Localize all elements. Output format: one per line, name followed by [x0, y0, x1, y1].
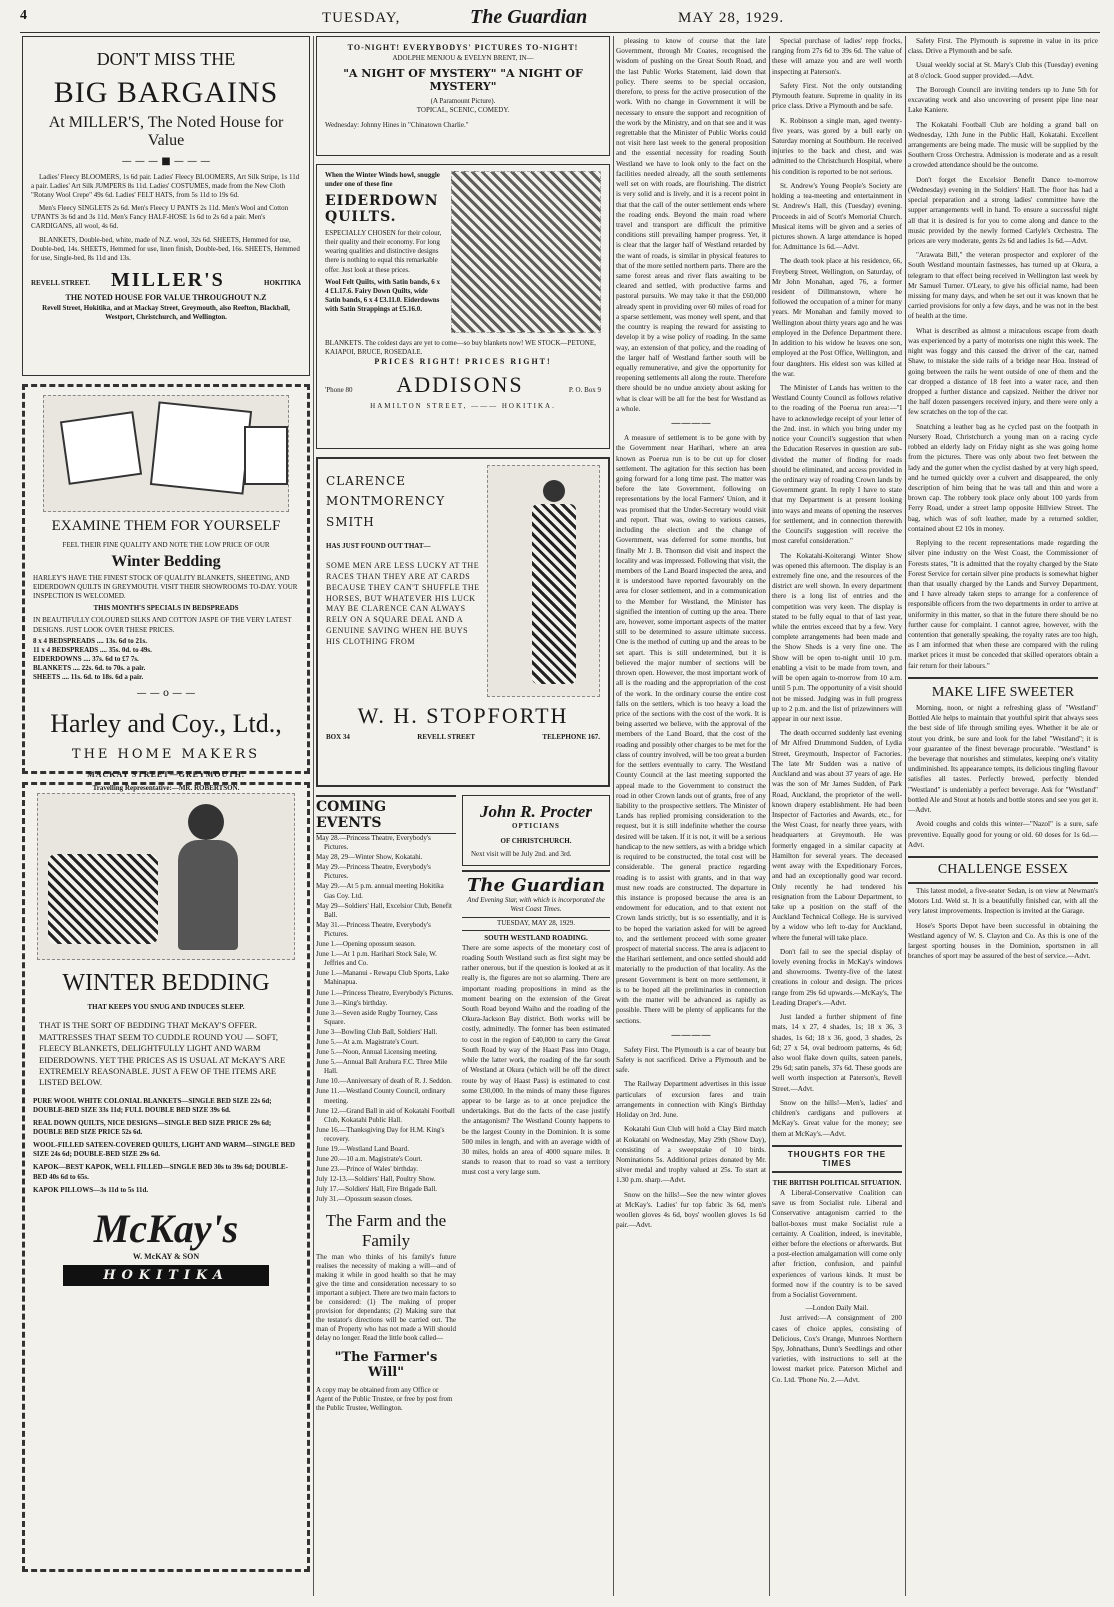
event-item: May 28, 29—Winter Show, Kokatahi. — [316, 853, 423, 862]
mckay-item: KAPOK PILLOWS—3s 11d to 5s 11d. — [33, 1185, 149, 1194]
news-item: Safety First. Not the only outstanding Plymouth feature. Supreme in quality in its price class. Drive a Plymouth and be safe. — [772, 81, 902, 111]
theatre-top: TO-NIGHT! EVERYBODYS' PICTURES TO-NIGHT! — [347, 43, 579, 52]
dancing-man-illustration — [487, 465, 600, 697]
news-item: Just arrived:—A consignment of 200 cases of choice apples, consisting of Delicious, Cox's Orange, Munroes Northern Spy, Johnathans, Dunn's Seedlings and other varieties, with instructions to sell at the lowest market price. Paterson Michel and Co. Ltd. 'Phone No. 2.—Advt. — [772, 1314, 902, 1384]
column-2 — [316, 36, 610, 1601]
price-line: BLANKETS .... 22s. 6d. to 70s. a pair. — [33, 663, 146, 672]
addisons-name: ADDISONS — [396, 371, 524, 397]
mckay-item: PURE WOOL WHITE COLONIAL BLANKETS—SINGLE BED SIZE 22s 6d; DOUBLE-BED SIZE 33s 11d; FULL DOUBLE BED SIZE 39s 6d. — [33, 1096, 272, 1114]
theatre-ad — [316, 36, 610, 156]
harley-slogan: THE HOME MAKERS — [71, 747, 261, 763]
addisons-headline: EIDERDOWN QUILTS. — [325, 193, 439, 226]
millers-men: Men's Fleecy SINGLETS 2s 6d. Men's Fleecy U PANTS 2s 11d. Men's Wool and Cotton U'PANTS 3s 6d and 3s 11d. Men's Fancy HALF-HOSE 1s 6d to 2s 6d a pair. Men's CARDIGANS, all wool, 4s 6d. — [31, 204, 289, 231]
millers-ladies: Ladies' Fleecy BLOOMERS, 1s 6d pair. Ladies' Fleecy BLOOMERS, Art Silk Stripe, 1s 11d a pair. Ladies' Art Silk JUMPERS 8s 11d. Ladies' COSTUMES, made from the New Cloth "Rotany Wool Crepe" 49s 6d. Ladies' FELT HATS, from 5s 11d to 19s 6d. — [31, 173, 300, 200]
stopforth-name2: MONTMORENCY — [326, 494, 446, 509]
poerua-article: A measure of settlement is to be gone with by the Government near Harihari, where an area known as Poerua run is to be cut up for closer settlement. The agitation for this section has been going forward for a long time past. The matter was before the late Government, following on representations by the local Farmers' Union, and it was promised that the Under-Secretary would visit and report. That was, owing to various causes, including the election and the change of Government, was deferred for some months, but finally Mr J. B. Thomson did visit and inspect the locality and was impressed. Following that visit, the members of the Land Board inspected the area, and it is understood have reported favourably on the area for closer settlement, and in a communication to the Member for Westland, the Minister has signified the intention of cutting up the area. There are, however, some important aspects of the matter still to be determined to assure ultimate success. One is the method of cutting up and the areas to be set apart. This is still undetermined, but it is believed the major number of sections will be thrown open. However, the most important work of all is the roading and the appropriation of the cost of the work. In the ordinary course the entire cost falls on the settlers, which is too heavy a load the price of the sections with the cost of the work. It is being asserted we believe, with the approval of the members of the Land Board, that the cost of the roading and possibly other charges to be met for the class of country involved, will be too great a burden for the settlers eventually to carry. The Westland County Council at the last meeting supported the appeal made to the Government to construct the road in other Crown lands out of grants, free of any liability to the prospective settlers. The Minister of Lands has replied promising consideration to the request, but it is still indefinite whether the course desired will be taken. If it is not, it will be a serious handicap to the new settlers, as with a bridge which is required to be constructed, the total cost will be considerable. The general practice regarding roading is to assist with grants, and in that way must new roads are constructed. The departure in this instance is proposed because the area is an endowment for education, and to that extent not Crown lands strictly, but is so essentially, and it is to be hoped the variation asked for will be agreed to, and the settlement proceed with some greater prospect of material success. The area is adjacent to the Harihari settlement, and once settled should add materially to the production of that locality. As the present Government is bent on more settlement, it is to be hoped all the preliminaries in connection with the matter will be advanced as rapidly as possible. There will be plenty of applicants for the sections. — [616, 434, 766, 1025]
event-item: June 11.—Westland County Council, ordinary meeting. — [316, 1087, 446, 1105]
thoughts-heading: THOUGHTS FOR THE TIMES — [772, 1145, 902, 1173]
harley-specials: THIS MONTH'S SPECIALS IN BEDSPREADS — [93, 604, 239, 613]
stopforth-name3: SMITH — [326, 514, 375, 529]
stopforth-text — [326, 465, 481, 697]
news-item: Safety First. The Plymouth is supreme in value in its price class. Drive a Plymouth and be safe. — [908, 37, 1098, 56]
gloves-note: Snow on the hills!—See the new winter gloves at McKay's. Ladies' fur top fabric 3s 6d, men's woollen gloves 4s 6d, boys' woollen gloves 1s 6d pair.—Advt. — [616, 1190, 766, 1230]
mckay-firm: W. McKAY & SON — [132, 1251, 200, 1261]
mckay-ad — [22, 782, 310, 1572]
stopforth-body: SOME MEN ARE LESS LUCKY AT THE RACES THAN THEY ARE AT CARDS BECAUSE THEY CAN'T SHUFFLE THE HORSES, BUT WHATEVER HIS LUCK MAY BE CLARENCE CAN ALWAYS RELY ON A SQUARE DEAL AND A GENUINE SAVING WHEN HE BUYS HIS CLOTHING FROM — [326, 561, 480, 646]
blanket-shape — [150, 401, 252, 494]
ornament-divider: — — o — — — [136, 688, 196, 700]
stopforth-street: REVELL STREET — [417, 733, 476, 741]
sheet-shape — [244, 426, 288, 485]
harley-sub1: FEEL THEIR FINE QUALITY AND NOTE THE LOW PRICE OF OUR — [62, 541, 270, 549]
theatre-stars: ADOLPHE MENJOU & EVELYN BRENT, IN— — [392, 53, 534, 62]
railway-note: The Railway Department advertises in this issue particulars of excursion fares and train arrangements in connection with King's Birthday Holiday on 3rd. June. — [616, 1080, 766, 1120]
event-item: June 12.—Grand Ball in aid of Kokatahi Football Club, Kokatahi Public Hall. — [316, 1106, 455, 1124]
event-item: July 17.—Soldiers' Hall, Fire Brigade Ball. — [316, 1185, 438, 1194]
mckay-headline: WINTER BEDDING — [62, 970, 270, 996]
event-item: May 29.—At 5 p.m. annual meeting Hokitika Gas Coy. Ltd. — [316, 882, 444, 900]
bedding-illustration — [43, 395, 289, 512]
stopforth-firm: W. H. STOPFORTH — [357, 703, 569, 728]
price-line: 11 x 4 BEDSPREADS .... 35s. 0d. to 49s. — [33, 645, 152, 654]
farm-title: The Farm and the Family — [325, 1210, 447, 1250]
sweeter-heading: MAKE LIFE SWEETER — [908, 677, 1098, 701]
essex-heading: CHALLENGE ESSEX — [908, 856, 1098, 884]
theatre-paramount: (A Paramount Picture). — [430, 96, 496, 105]
millers-line3: At MILLER'S, The Noted House for Value — [48, 114, 284, 149]
news-item: "Arawata Bill," the veteran prospector and explorer of the South Westland mountain fastnesses, has turned up at Okura, a telegram to that effect being received in Wellington last week by Mr Samuel Turner. O'Leary, to give his official name, had been missing for many days, and when he set out it was known that he carried provisions for only a few days, and he was not in the best of health at the time. — [908, 251, 1098, 321]
event-item: June 19.—Westland Land Board. — [316, 1145, 409, 1153]
quilt-stack-shape — [48, 854, 158, 944]
guardian-date: TUESDAY, MAY 28, 1929. — [462, 917, 610, 930]
column-1 — [22, 36, 310, 1601]
events-title: COMING EVENTS — [316, 795, 456, 834]
millers-blankets: BLANKETS, Double-bed, white, made of N.Z. wool, 32s 6d. SHEETS, Hemmed for use, Double-bed, 14s. SHEETS, Hemmed for use, linen finish, Double-bed, 16s. SHEETS, Hemmed for use, Single-bed, 8s 11d and 13s. — [31, 235, 300, 262]
news-item: The death took place at his residence, 66, Freyberg Street, Wellington, on Saturday, of Mr John Monahan, aged 76, a former resident of Dillmanstown, where he followed the occupation of a miner for many years. Mr Monahan and family moved to Wellington about thirty years ago and he was employed in the Defence Department there. In addition to his widow he leaves one son, employed at the Post Office, Wellington, and four daughters. His eldest son was killed at the war. — [772, 257, 902, 378]
news-item: Don't forget the Excelsior Benefit Dance to-morrow (Wednesday) evening in the Soldiers' Hall. The floor has had a special preparation and a strong ladies' committee have the supper arrangements well in hand. To ensure a successful night all that it is desired is for you to come along and dance to the music provided by the newly formed Carlyle's Orchestra. The prices are very moderate, gents 2s 6d and ladies 1s 6d.—Advt. — [908, 175, 1098, 245]
event-item: June 5.—Noon, Annual Licensing meeting. — [316, 1048, 438, 1057]
millers-ad — [22, 36, 310, 376]
column-rule — [769, 36, 770, 1596]
news-item: The Kokatahi Football Club are holding a grand ball on Wednesday, 12th June in the Public Hall, Kokatahi. Excellent arrangements are being made. The music will be supplied by the Southern Cross Orchestra. Admission is moderate and as a result a crowded attendance should be the outcome. — [908, 120, 1098, 170]
news-item: The Kokatahi-Koiterangi Winter Show was opened this afternoon. The display is an extremely fine one, and the resources of the district are well shown. In every department there is a long list of entries and the competition was very keen. The display is stated to be fully equal to that of last year, while the entries exceed that by a few. Very complete arrangements had been made and the Show Sheds is a very fine one. The Show will be open to-night until 10 p.m. enabling a visit to be made from town, and will be open again to-morrow from 10 a.m. until 5 p.m. The opportunity of a visit should not be missed. Judging was in full progress up to 2 p.m. and the list of prizewinners will appear in our next issue. — [772, 551, 902, 723]
event-item: May 29—Soldiers' Hall, Excelsior Club, Benefit Ball. — [316, 901, 452, 919]
millers-name-row — [31, 269, 301, 293]
mckay-body: THAT IS THE SORT OF BEDDING THAT McKAY'S OFFER. MATTRESSES THAT SEEM TO CUDDLE ROUND YOU — SOFT, FLEECY BLANKETS, DELIGHTFULLY LIGHT AND WARM EIDERDOWNS. YET THE PRICES AS IS USUAL AT McKAY'S ARE EXTREMELY REASONABLE. JUST A FEW OF THE ITEMS ARE LISTED BELOW. — [39, 1020, 286, 1088]
addisons-prices-right: PRICES RIGHT! PRICES RIGHT! — [374, 357, 552, 367]
addisons-phone: 'Phone 80 — [325, 385, 353, 394]
harley-ad — [22, 384, 310, 792]
addisons-list: Wool Felt Quilts, with Satin bands, 6 x 4 £1.17.6. Fairy Down Quilts, wide Satin bands, 6 x 4 £3.11.0. Eiderdowns with Satin Strappings at £5.16.0. — [325, 277, 440, 313]
event-item: June 3.—Seven aside Rugby Tourney, Cass Square. — [316, 1008, 438, 1026]
pillow-shape — [60, 411, 142, 485]
column-rule — [313, 36, 314, 1596]
proctor-sub: OPTICIANS — [512, 822, 560, 830]
column-4 — [772, 36, 902, 1601]
farm-will-body: A copy may be obtained from any Office or Agent of the Public Trustee, or free by post from the Public Trustee, Wellington. — [316, 1385, 453, 1412]
news-item: Replying to the recent representations made regarding the silver pine industry on the West Coast, the Commissioner of Forests states, "It is admitted that the royalty charged by the State Forest Service for certain silver pine products is somewhat higher than that usually charged by the Lands and Survey Department, and I have already taken steps to arrange for a conference of responsible officers from the two departments in order to arrive at uniformity in this matter, so that in the future there should be no further cause for complaint. I cannot agree, however, with the contention that generally speaking, the royalty rates are too high, as I am informed that when these are compared with the ruling market prices it must be conceded that skilled operators obtain a fair return for their labours." — [908, 539, 1098, 670]
westland-ale-ad: Morning, noon, or night a refreshing glass of "Westland" Bottled Ale helps to maintain that youthful spirit that always sees the best side of life through smiling eyes. Whether it be ale or stout you drink, be sure and look for the label "Westland"; it is your guarantee of the finest beverage procurable. "Westland" is the beverage that nourishes and stimulates, keeping one's vitality undiminished. Its appearance tempts, its delicious tingling flavour satisfies all tastes. Perfectly brewed, perfectly blended "Westland" is undeniably a perfect beverage. Ask for "Westland" bottled Ale and Stout at hotels and bottle stores and see you get it.—Advt. — [908, 703, 1098, 815]
event-item: May 28.—Princess Theatre, Everybody's Pictures. — [316, 834, 431, 852]
coalition-article: A Liberal-Conservative Coalition can save us from Socialist rule. Liberal and Conservative antagonism carried to the ballot-boxes must make Socialist rule a certainty. A Coalition, indeed, is inevitable, either before the elections or afterwards. But a post-election amalgamation will come only after friction, confusion, and painful experiences of various kinds. It must be formed now if the country is to be saved from a Socialist Government. — [772, 1188, 902, 1300]
ornament-divider: ———— — [671, 1029, 711, 1041]
stopforth-name1: CLARENCE — [326, 474, 407, 488]
news-item: Snatching a leather bag as he cycled past on the footpath in Nursery Road, Christchurch a young man on a racing cycle robbed an elderly lady on Friday night as she was going home from the pictures. There was only about two feet between the lady and the gutter when the cyclist dashed by at very high speed, and he turned quickly over a culvert and disappeared, the only description of him being that he was tall and thin and wore a brown cap. The robbery took place only about 100 yards from Ferry Road, under a street lamp opposite Hillview Street. The bag, which was of soft leather, made by a returned soldier, contained about £2 10s in money. — [908, 422, 1098, 533]
proctor-place: OF CHRISTCHURCH. — [500, 837, 572, 846]
event-item: May 31.—Princess Theatre, Everybody's Pictures. — [316, 920, 431, 938]
events-section — [316, 795, 456, 1413]
mckay-sub: THAT KEEPS YOU SNUG AND INDUCES SLEEP. — [87, 1003, 245, 1011]
news-item: The death occurred suddenly last evening of Mr Alfred Drummond Sudden, of Lydia Street, Greymouth, Inspector of Factories. The late Mr Sudden was a native of Auckland and was about 37 years of age. He was the son of Mr James Sudden, of Park Road, Auckland, the proprietor of the well-known drapery establishment. He had been Inspector of Factories and Awards, etc., for the West Coast, for nearly three years, with headquarters at Greymouth. He was formerly engaged in a similar capacity at Hamilton for several years. The deceased went away with the Expeditionary Forces, and had an exceptionally good war record. Only recently he had tendered his resignation from the Labour Department, to take up a position on the staff of the Auckland Technical College. He is survived by a widow who left to-day for Auckland, where the funeral will take place. — [772, 729, 902, 942]
mckay-items — [33, 1097, 299, 1195]
event-item: May 29.—Princess Theatre, Everybody's Pictures. — [316, 863, 431, 881]
millers-name: MILLER'S — [111, 268, 225, 291]
british-heading: THE BRITISH POLITICAL SITUATION. — [772, 1178, 902, 1187]
harley-address: MACKAY STREET—GREYMOUTH. — [87, 770, 245, 780]
column-rule — [613, 36, 614, 1596]
essex-ad: This latest model, a five-seater Sedan, is on view at Newman's Motors Ltd. Weld st. It is a beautifully finished car, with all the very latest improvements. Inspection is invited at the Garage. — [908, 886, 1098, 916]
masthead-date: MAY 28, 1929. — [678, 10, 785, 26]
news-item: What is described as almost a miraculous escape from death was experienced by a party of motorists one night this week. The night was foggy and this caused the driver of the car, named Shaw, to mistake the side rails of a bridge near Hoa. Instead of going between the rails he went outside of one of them and the car dropped a distance of 18 feet into a water race, and then dropped a further distance and capsized. Neither the driver nor the half dozen passengers received injury, and there were only a few scratches on the top of the car. — [908, 326, 1098, 417]
gun-club-note: Kokatahi Gun Club will hold a Clay Bird match at Kokatahi on Wednesday, May 29th (Show Day), consisting of a sweepstake of 10 birds. Nominations 5s. Additional prizes donated by Mr. silver medal and trophy valued at 25s. To start at 1.30 p.m. sharp.—Advt. — [616, 1125, 766, 1185]
addisons-body: ESPECIALLY CHOSEN for their colour, their quality and their economy. For long wearing qualities and distinctive designs there is nothing to equal this remarkable offer. Just look at these prices. — [325, 229, 442, 274]
man-suit-shape — [532, 504, 576, 684]
mckay-item: WOOL-FILLED SATEEN-COVERED QUILTS, LIGHT AND WARM—SINGLE BED SIZE 24s 6d; DOUBLE-BED SIZE 29s 6d. — [33, 1141, 296, 1159]
guardian-head: SOUTH WESTLAND ROADING. — [484, 933, 588, 942]
news-item: Just landed a further shipment of fine mats, 14 x 27, 4 shades, 1s; 18 x 36, 3 shades, 1s 6d; 18 x 36, good, 3 shades, 2s 6d; 27 x 54, oval bedroom patterns, 4s 6d; also wool flake down quilts, sateen panels, 29s 6d; satin panels, 37s 6d. These goods are well worth inspection at Paterson's, Revell Street.—Advt. — [772, 1013, 902, 1093]
woman-with-quilts-illustration — [37, 793, 295, 960]
event-item: June 10.—Anniversary of death of R. J. Seddon. — [316, 1077, 452, 1086]
event-item: June 1.—Opening opossum season. — [316, 940, 416, 949]
paper-title: The Guardian — [470, 6, 588, 28]
stopforth-name — [326, 471, 481, 532]
column-5 — [908, 36, 1098, 1601]
event-item: June 20.—10 a.m. Magistrate's Court. — [316, 1155, 423, 1164]
farm-body: The man who thinks of his family's future realises the necessity of making a will—and of making it while in good health so that he may give the time and consideration necessary to so important a subject. There are two main factors to be considered: (1) The making of proper provision for dependants; (2) Making sure that the testator's directions will be carried out. The man of Property who has not made a Will should delay no longer. Read the little book called— — [316, 1252, 456, 1343]
addisons-blankets: BLANKETS. The coldest days are yet to come—so buy blankets now! WE STOCK—PETONE, KAIAPOI, BRUCE, ROSEDALE. — [325, 339, 596, 357]
masthead-day: TUESDAY, — [322, 10, 401, 26]
news-item: Usual weekly social at St. Mary's Club this (Tuesday) evening at 8 o'clock. Good supper provided.—Advt. — [908, 61, 1098, 80]
proctor-name: John R. Procter — [480, 802, 592, 821]
event-item: June 16.—Thanksgiving Day for H.M. King's recovery. — [316, 1125, 445, 1143]
event-item: July 12-13.—Soldiers' Hall, Poultry Show. — [316, 1175, 436, 1184]
guardian-sub: And Evening Star, with which is incorporated the West Coast Times. — [467, 896, 605, 914]
stopforth-phone: TELEPHONE 167. — [542, 733, 600, 741]
event-item: June 3.—King's birthday. — [316, 998, 388, 1007]
millers-branches: Revell Street, Hokitika, and at Mackay Street, Greymouth, also Reefton, Blackball, Westport, Christchurch, and Wellington. — [42, 303, 290, 321]
harley-rep: Travelling Representative:—MR. ROBERTSON. — [92, 783, 240, 792]
events-row — [316, 795, 610, 1413]
millers-street-left: REVELL STREET. — [31, 278, 91, 287]
millers-line2: BIG BARGAINS — [53, 76, 279, 109]
ornament-divider: — — — ■ — — — — [121, 156, 211, 167]
column-3 — [616, 36, 766, 1601]
addisons-street: HAMILTON STREET, ——— HOKITIKA. — [370, 401, 556, 410]
stopforth-address-row — [326, 733, 600, 742]
theatre-film: "A NIGHT OF MYSTERY" "A NIGHT OF MYSTERY" — [343, 66, 583, 93]
event-item: June 3—Bowling Club Ball, Soldiers' Hall. — [316, 1027, 438, 1036]
price-line: 8 x 4 BEDSPREADS .... 13s. 6d to 21s. — [33, 636, 147, 645]
millers-line1: DON'T MISS THE — [96, 49, 236, 69]
addisons-box: P. O. Box 9 — [568, 385, 601, 394]
event-item: June 23.—Prince of Wales' birthday. — [316, 1165, 418, 1174]
addisons-lead: When the Winter Winds howl, snuggle under one of these fine — [325, 171, 440, 189]
news-item: The Borough Council are inviting tenders up to June 5th for excavating work and also uncovering of present pipe line near Lake Kaniere. — [908, 85, 1098, 115]
masthead — [20, 4, 1100, 33]
news-item: K. Robinson a single man, aged twenty-five years, was gored by a bull early on Saturday morning at Southburn. He received injuries to the back and chest, and was admitted to the Christchurch Hospital, where his condition is reported to be not serious. — [772, 116, 902, 176]
guardian-body: There are some aspects of the monetary cost of roading South Westland such as first sight may be rather onerous, but if the question is looked at as it really is, the figures are not so alarming. There are important roading propositions in mind as the moment bearing on the extension of the Great South Road beyond Waiho and the roading of the Okura-Jackson Bay district. Both works will be costly, admittedly. The former has been estimated to cost in the region of £40,000 to carry the Great South Road by way of the Haast Pass into Otago, while the latter work, the roading of the far south of Westland at Okura (which will be off the direct route by way of Haast Pass) is estimated to cost some £30,000. In the minds of many these figures appear to be large as to at once prejudice the undertakings. But do the facts of the case justify the antagonism? The Westland County happens to be the largest County in the Dominion. It is some 500 miles in length, and with an average width of 30 miles, holds an area of 4000 square miles. It stands to reason that to road so vast a territory must cost a very large sum. — [462, 943, 610, 1177]
proctor-ad — [462, 795, 610, 866]
event-item: June 1.—Princess Theatre, Everybody's Pictures. — [316, 988, 454, 997]
event-item: June 5.—At a.m. Magistrate's Court. — [316, 1037, 419, 1046]
theatre-wednesday: Wednesday: Johnny Hines in "Chinatown Charlie." — [325, 121, 469, 130]
news-item: The Minister of Lands has written to the Westland County Council as follows relative to the roading of the Poerua run area:—"I have to acknowledge receipt of your letter of the 2nd. inst. in which you bring under my notice your Council's suggestion that when the Education Reserves in question are sub-divided the matter of finding for roads should be eliminated, and access provided in the ordinary way of roading Crown lands by Government grant. In reply I have to state that my Department is at present looking into ways and means of opening the reserves for settlement, and in connection therewith the Council's suggestion will receive the most careful consideration." — [772, 384, 902, 546]
mckay-logo: McKay's — [93, 1205, 239, 1251]
addisons-top — [325, 171, 601, 333]
mckay-item: REAL DOWN QUILTS, NICE DESIGNS—SINGLE BED SIZE PRICE 29s 6d; DOUBLE BED SIZE PRICE 52s 6d. — [33, 1119, 272, 1137]
news-item: St. Andrew's Young People's Society are holding a tea-meeting and entertainment in St. Andrew's Hall, this (Tuesday) evening. Proceeds in aid of Scott's Memorial Church. Musical items will be given and a series of pictures shown. A large attendance is hoped for. Admittance 1s 6d.—Advt. — [772, 181, 902, 252]
events-list — [316, 834, 456, 1205]
addisons-text — [325, 171, 445, 333]
stopforth-top — [326, 465, 600, 697]
farm-will-title: "The Farmer's Will" — [334, 1349, 438, 1380]
hose-sports-ad: Hose's Sports Depot have been successful in obtaining the Westland agency of W. S. Clayton and Co. As this is one of the largest sporting houses in the Dominion, sportsmen in all branches of sport may be assured of the best of service.—Advt. — [908, 921, 1098, 961]
ornament-divider: ———— — [671, 418, 711, 430]
guardian-title: The Guardian — [462, 870, 610, 896]
news-item: Special purchase of ladies' repp frocks, ranging from 27s 6d to 39s 6d. The value of these will amaze you and are well worth inspecting at Paterson's. — [772, 37, 902, 76]
millers-tagline: THE NOTED HOUSE FOR VALUE THROUGHOUT N.Z — [65, 292, 267, 302]
harley-sub2: Winter Bedding — [111, 553, 221, 571]
column-rule — [905, 36, 906, 1596]
addisons-name-row — [325, 372, 601, 402]
stopforth-found: HAS JUST FOUND OUT THAT— — [326, 542, 431, 551]
news-item: Don't fail to see the special display of lovely evening frocks in McKay's windows and showrooms. Twenty-five of the latest creations in colour and design. The prices range from 29s 6d upwards.—McKay's, The Leading Draper's.—Advt. — [772, 947, 902, 1007]
harley-price-list — [33, 637, 299, 682]
event-item: June 1.—At 1 p.m. Harihari Stock Sale, W. Jeffries and Co. — [316, 950, 437, 968]
mckay-item: KAPOK—BEST KAPOK, WELL FILLED—SINGLE BED 30s to 39s 6d; DOUBLE-BED 40s 6d to 65s. — [33, 1163, 288, 1181]
editorial-continued: pleasing to know of course that the late Government, through Mr Coates, recognised the wisdom of pushing on the Great South Road, and the last Public Works Statement, laid down that policy. There seems to be special occasion, therefore, to press for the active prosecution of the work. With no change in Government it will be necessary to ensure the support and recognition of the work by the Ministry, and on that see and it was regrettable that the Minister of Public Works could not visit here last week to the general proposition and the essential necessity for roading South Westland we have to look only to the fact on the facilities needed already, all the south settlements well set on with roads, are flourishing. The district is very solid and is lively, and it is a recent point in that that the call of the outer settlement ends where the roading ends. Beyond the main road where travel and transport are difficult the primitive conditions still prevailing hamper progress. Yet, it is clear that the larger half of Westland retarded by the want of roads, is similar in physical features to that of the more settled northern parts. There are the same forest areas and river flats awaiting to be cleared and settled, with productive farms and pastoral pursuits. We may take it that the £60,000 already spent in providing over 60 miles of road for a sparse settlement, was money well spent, and that the country is reaping the reward for assisting to develop it by a wise policy of roading. In the same way, an extension of that policy, and the roading of the larger half of Westland farther south will be equally remunerative, and give the opportunity for reopening settlements all along the route. Therefore there should be no undue anxiety about asking for what is clear will be all for the best for Westland as a whole. — [616, 37, 766, 413]
woman-body-shape — [178, 840, 238, 950]
addisons-ad — [316, 164, 610, 449]
theatre-extras: TOPICAL, SCENIC, COMEDY. — [416, 105, 510, 114]
plymouth-note: Safety First. The Plymouth is a car of beauty but Safety is not sacrificed. Drive a Plymouth and be safe. — [616, 1045, 766, 1075]
page-number: 4 — [20, 8, 27, 23]
woman-head-shape — [188, 804, 224, 840]
man-head-shape — [543, 480, 565, 502]
event-item: June 5.—Annual Ball Arahura F.C. Three Mile Hall. — [316, 1058, 448, 1076]
harley-specials-body: IN BEAUTIFULLY COLOURED SILKS AND COTTON JASPE OF THE VERY LATEST DESIGNS. JUST LOOK OVER THESE PRICES. — [33, 616, 292, 634]
mckay-town-band: HOKITIKA — [63, 1265, 269, 1286]
harley-intro: HARLEY'S HAVE THE FINEST STOCK OF QUALITY BLANKETS, SHEETING, AND EIDERDOWN QUILTS IN GREYMOUTH. VISIT THEIR SHOWROOMS TO-DAY. YOUR INSPECTION IS WELCOMED. — [33, 574, 298, 601]
stopforth-box: BOX 34 — [326, 733, 350, 741]
news-item: Snow on the hills!—Men's, ladies' and children's cardigans and pullovers at McKay's. Great value for the money; see them at McKay's.—Advt. — [772, 1098, 902, 1138]
nazol-ad: Avoid coughs and colds this winter—"Nazol" is a sure, safe preventive. Equally good for young or old. 60 doses for 1s 6d.—Advt. — [908, 820, 1098, 849]
price-line: EIDERDOWNS .... 37s. 6d to £7 7s. — [33, 654, 139, 663]
stopforth-ad — [316, 457, 610, 787]
harley-name: Harley and Coy., Ltd., — [50, 709, 282, 739]
proctor-visit: Next visit will be July 2nd. and 3rd. — [471, 850, 572, 859]
harley-headline: EXAMINE THEM FOR YOURSELF — [51, 518, 281, 534]
guardian-section — [462, 795, 610, 1413]
price-line: SHEETS .... 11s. 6d. to 18s. 6d a pair. — [33, 673, 144, 682]
event-item: June 1.—Mananui - Rewapu Club Sports, Lake Mahinapua. — [316, 969, 449, 987]
coalition-source: —London Daily Mail. — [805, 1304, 869, 1313]
event-item: July 31.—Opossum season closes. — [316, 1195, 413, 1204]
quilt-illustration — [451, 171, 601, 333]
millers-street-right: HOKITIKA — [264, 278, 301, 287]
